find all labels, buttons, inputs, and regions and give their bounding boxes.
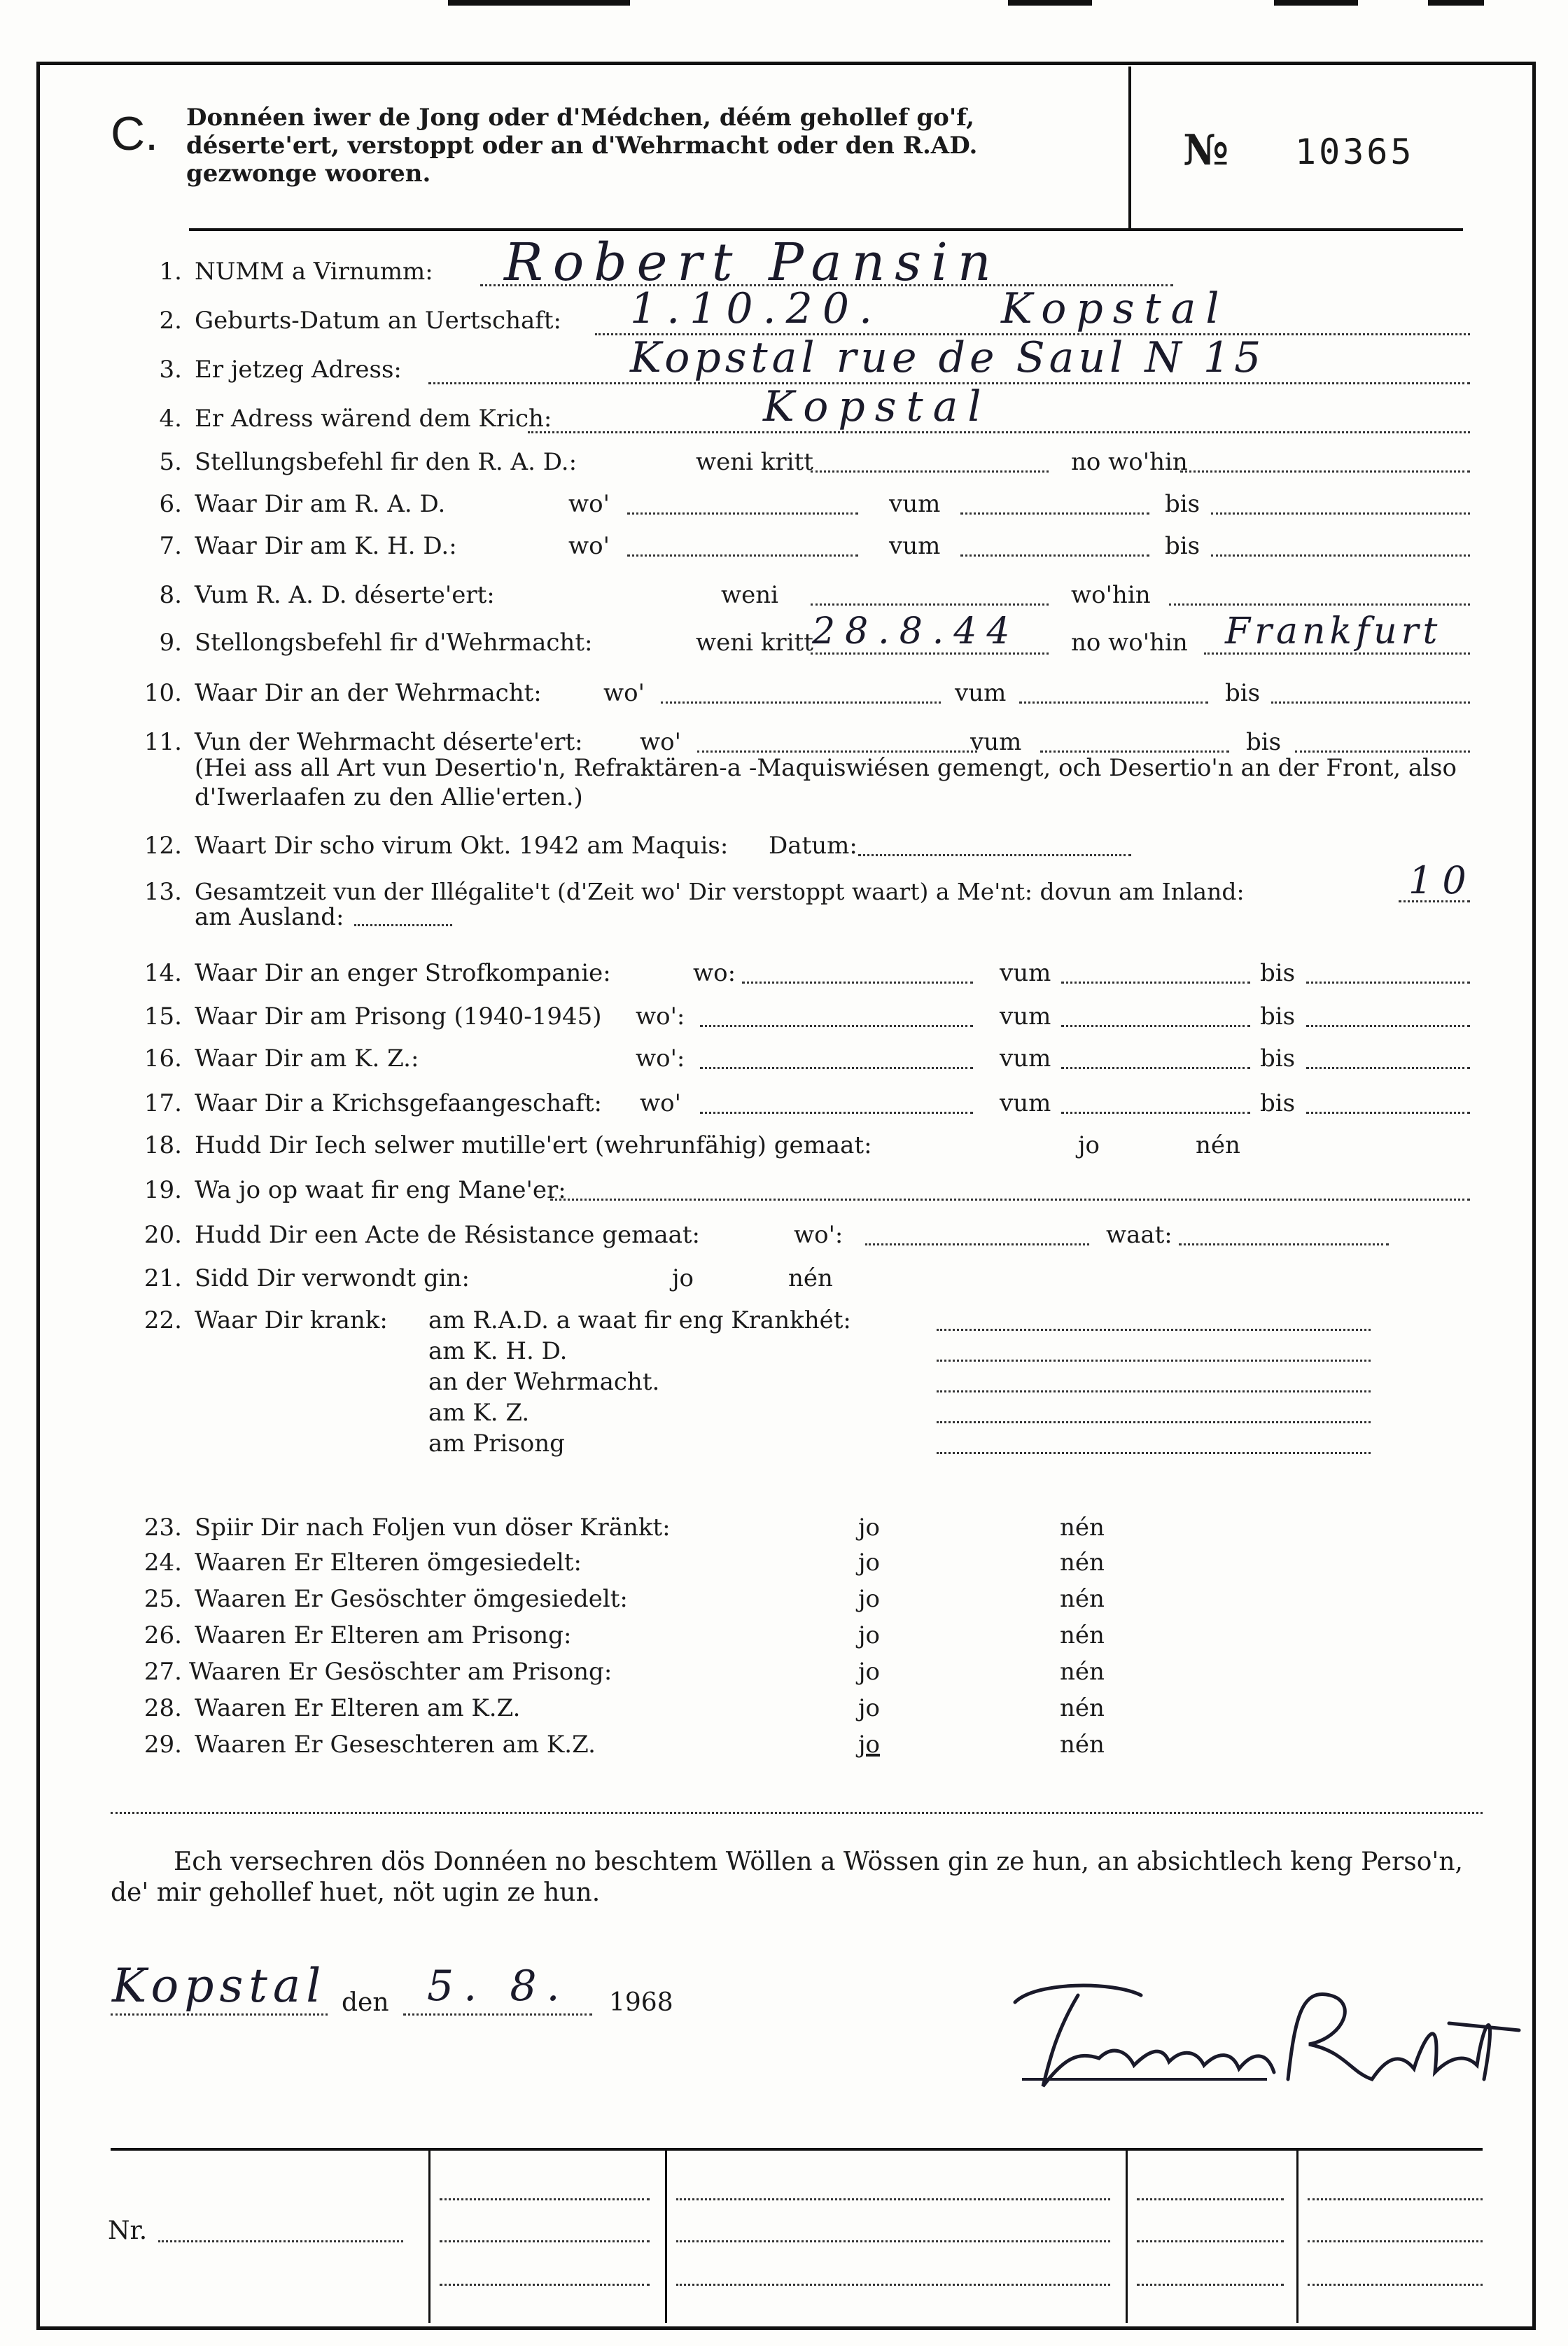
question-label: Waaren Er Elteren ömgesiedelt: <box>195 1549 582 1577</box>
answer-line[interactable] <box>865 1243 1089 1245</box>
question-row <box>112 1658 1484 1693</box>
footer-field[interactable] <box>1308 2284 1483 2286</box>
yes-option[interactable]: jo <box>858 1621 881 1649</box>
question-row <box>112 1089 1484 1124</box>
question-label: Waar Dir am K. H. D.: <box>195 532 457 560</box>
question-row <box>112 1731 1484 1766</box>
handwritten-place: Kopstal <box>112 1959 327 2013</box>
question-label: Waart Dir scho virum Okt. 1942 am Maquis: <box>195 832 729 860</box>
question-row <box>112 1621 1484 1656</box>
handwritten-answer: Robert Pansin <box>504 232 1001 293</box>
question-label: Waaren Er Gesöschter ömgesiedelt: <box>195 1585 628 1613</box>
question-label: Waar Dir am K. Z.: <box>195 1045 419 1073</box>
question-number: 4. <box>159 405 182 433</box>
header-divider <box>1128 67 1131 230</box>
answer-line[interactable] <box>811 603 1049 606</box>
question-label: Geburts-Datum an Uertschaft: <box>195 307 561 335</box>
field-label: waat: <box>1106 1221 1172 1249</box>
nr-line[interactable] <box>158 2240 403 2242</box>
field-label: wo' <box>603 679 645 707</box>
field-label: vum <box>889 490 941 518</box>
handwritten-answer: Kopstal rue de Saul N 15 <box>630 333 1266 382</box>
footer-field[interactable] <box>676 2198 1110 2200</box>
footer-field[interactable] <box>1137 2284 1284 2286</box>
answer-line[interactable] <box>1169 603 1470 606</box>
date-line[interactable] <box>403 2013 592 2016</box>
question-label: Gesamtzeit vun der Illégalite't (d'Zeit wo' Dir verstoppt waart) a Me'nt: dovun am Inland: <box>195 878 1245 905</box>
field-label: wo': <box>794 1221 844 1249</box>
question-number: 8. <box>159 581 182 609</box>
question-label: Stellongsbefehl fir d'Wehrmacht: <box>195 629 593 657</box>
question-number: 13. <box>144 878 182 906</box>
question-row <box>112 610 1484 664</box>
field-label: bis <box>1260 1089 1296 1117</box>
question-label: Stellungsbefehl fir den R. A. D.: <box>195 448 578 476</box>
question-row <box>112 858 1484 931</box>
answer-line[interactable] <box>960 554 1149 557</box>
field-label: bis <box>1225 679 1261 707</box>
field-label: vum <box>889 532 941 560</box>
question-label: Waar Dir am Prisong (1940-1945) <box>195 1003 602 1031</box>
question-label: Vum R. A. D. déserte'ert: <box>195 581 495 609</box>
signature-text: Tomom Robert <box>994 1964 1078 1977</box>
question-label: Waaren Er Elteren am Prisong: <box>195 1621 572 1649</box>
answer-line[interactable] <box>550 1199 1470 1201</box>
handwritten-date: 28.8.44 <box>812 610 1020 652</box>
desertion-note: (Hei ass all Art vun Desertio'n, Refraktären-a -Maquiswiésen gemengt, och Desertio'n an der Front, also d'Iwerlaafen zu den Allie'erten.) <box>195 754 1457 811</box>
question-number: 1. <box>159 258 182 286</box>
question-label: Hudd Dir Iech selwer mutille'ert (wehrunfähig) gemaat: <box>195 1131 872 1159</box>
footer-field[interactable] <box>440 2198 650 2200</box>
no-option[interactable]: nén <box>1060 1621 1105 1649</box>
number-sign: № <box>1183 126 1229 175</box>
declaration-text: Ech versechren dös Donnéen no beschtem Wöllen a Wössen gin ze hun, an absichtlech keng Perso'n, de' mir gehollef huet, nöt ugin ze hun. <box>111 1848 1463 1907</box>
question-number: 28. <box>144 1694 182 1722</box>
question-label: Hudd Dir een Acte de Résistance gemaat: <box>195 1221 700 1249</box>
field-label: wo' <box>640 728 681 756</box>
answer-line[interactable] <box>1211 554 1470 557</box>
question-number: 9. <box>159 629 182 657</box>
question-label: Waar Dir krank: <box>195 1306 388 1334</box>
question-label: Waar Dir am R. A. D. <box>195 490 446 518</box>
question-row <box>112 832 1484 867</box>
form-title: Donnéen iwer de Jong oder d'Médchen, déém gehollef go'f, déserte'ert, verstoppt oder an d'Wehrmacht oder den R.AD. gezwonge wooren. <box>186 104 978 188</box>
field-label: wo: <box>693 959 736 987</box>
field-label: vum <box>1000 1003 1051 1031</box>
yes-option-marked[interactable]: jo <box>858 1731 881 1759</box>
no-option[interactable]: nén <box>1060 1658 1105 1686</box>
no-option[interactable]: nén <box>1060 1694 1105 1722</box>
question-label: Wa jo op waat fir eng Mane'er: <box>195 1176 566 1204</box>
question-number: 23. <box>144 1514 182 1542</box>
question-number: 18. <box>144 1131 182 1159</box>
answer-line[interactable] <box>1061 1112 1250 1114</box>
footer-field[interactable] <box>676 2284 1110 2286</box>
question-number: 27. <box>144 1658 182 1686</box>
footer-field[interactable] <box>440 2284 650 2286</box>
answer-line[interactable] <box>627 512 858 515</box>
no-option[interactable]: nén <box>1060 1585 1105 1613</box>
question-number: 22. <box>144 1306 182 1334</box>
footer-field[interactable] <box>1308 2240 1483 2242</box>
yes-option[interactable]: jo <box>858 1585 881 1613</box>
footer-field[interactable] <box>1308 2198 1483 2200</box>
field-label: no wo'hin <box>1071 448 1188 476</box>
answer-line[interactable] <box>937 1452 1371 1454</box>
question-row <box>112 1514 1484 1549</box>
field-label: bis <box>1165 532 1200 560</box>
question-label: Waaren Er Geseschteren am K.Z. <box>195 1731 596 1759</box>
question-number: 24. <box>144 1549 182 1577</box>
answer-line[interactable] <box>354 924 452 926</box>
top-edge-mark <box>1428 0 1484 6</box>
question-row <box>112 1131 1484 1166</box>
footer-divider <box>665 2151 667 2323</box>
question-number: 2. <box>159 307 182 335</box>
year-label: 1968 <box>609 1988 673 2017</box>
field-label: bis <box>1260 1045 1296 1073</box>
answer-line[interactable] <box>811 470 1049 473</box>
section-letter: C. <box>111 107 158 160</box>
answer-line[interactable] <box>937 1329 1371 1331</box>
footer-divider <box>1126 2151 1128 2323</box>
answer-line[interactable] <box>811 652 1049 655</box>
nr-label: Nr. <box>108 2216 148 2245</box>
handwritten-date: 5. 8. <box>427 1962 570 2011</box>
answer-line[interactable] <box>627 554 858 557</box>
answer-line[interactable] <box>1306 1067 1470 1069</box>
field-label: vum <box>1000 959 1051 987</box>
question-row <box>112 1003 1484 1038</box>
footer-divider <box>1296 2151 1298 2323</box>
answer-line[interactable] <box>1204 652 1470 655</box>
question-number: 25. <box>144 1585 182 1613</box>
field-label: bis <box>1165 490 1200 518</box>
question-number: 11. <box>144 728 182 756</box>
yes-option[interactable]: jo <box>858 1694 881 1722</box>
yes-option[interactable]: jo <box>858 1658 881 1686</box>
question-number: 6. <box>159 490 182 518</box>
field-label: weni kritt <box>696 448 813 476</box>
field-label: am Ausland: <box>195 903 344 931</box>
no-option[interactable]: nén <box>1060 1549 1105 1577</box>
illness-location: am R.A.D. a waat fir eng Krankhét: <box>428 1306 851 1334</box>
question-row <box>112 959 1484 994</box>
handwritten-date: 1.10.20. <box>630 284 883 333</box>
field-label: Datum: <box>769 832 858 860</box>
header-rule <box>189 228 1463 231</box>
field-label: bis <box>1260 959 1296 987</box>
field-label: bis <box>1246 728 1282 756</box>
answer-line[interactable] <box>1306 982 1470 984</box>
illness-location: am Prisong <box>428 1430 565 1458</box>
question-number: 10. <box>144 679 182 707</box>
yes-option[interactable]: jo <box>1078 1131 1100 1159</box>
field-label: bis <box>1260 1003 1296 1031</box>
question-number: 20. <box>144 1221 182 1249</box>
question-row <box>112 679 1484 714</box>
handwritten-answer: Kopstal <box>763 382 991 431</box>
field-label: vum <box>970 728 1022 756</box>
yes-option[interactable]: jo <box>672 1264 694 1292</box>
question-number: 12. <box>144 832 182 860</box>
question-number: 7. <box>159 532 182 560</box>
top-edge-mark <box>1274 0 1358 6</box>
footer-rule <box>111 2148 1483 2151</box>
question-number: 29. <box>144 1731 182 1759</box>
answer-line[interactable] <box>661 701 941 704</box>
field-label: wo' <box>568 490 610 518</box>
question-number: 26. <box>144 1621 182 1649</box>
question-number: 19. <box>144 1176 182 1204</box>
question-row <box>112 448 1484 483</box>
answer-line[interactable] <box>1019 701 1208 704</box>
yes-option[interactable]: jo <box>858 1514 881 1542</box>
question-row <box>112 1045 1484 1080</box>
signature-image <box>994 1964 1526 2100</box>
footer-field[interactable] <box>1137 2240 1284 2242</box>
question-number: 15. <box>144 1003 182 1031</box>
question-row <box>112 490 1484 525</box>
field-label: wo'hin <box>1071 581 1151 609</box>
question-row <box>112 382 1484 440</box>
question-row <box>112 1221 1484 1256</box>
field-label: weni <box>721 581 778 609</box>
illness-location: am K. Z. <box>428 1399 530 1427</box>
den-label: den <box>342 1988 389 2017</box>
question-number: 17. <box>144 1089 182 1117</box>
section-divider <box>111 1812 1483 1814</box>
answer-line[interactable] <box>937 1421 1371 1423</box>
field-label: vum <box>955 679 1007 707</box>
question-label: Waar Dir a Krichsgefaangeschaft: <box>195 1089 602 1117</box>
question-row <box>112 1694 1484 1729</box>
footer-field[interactable] <box>676 2240 1110 2242</box>
no-option[interactable]: nén <box>1060 1514 1105 1542</box>
field-label: wo' <box>640 1089 681 1117</box>
answer-line[interactable] <box>700 1025 973 1027</box>
question-number: 16. <box>144 1045 182 1073</box>
question-row <box>112 1176 1484 1211</box>
question-label: NUMM a Virnumm: <box>195 258 433 286</box>
question-row <box>112 1585 1484 1620</box>
question-row <box>112 1549 1484 1584</box>
field-label: wo': <box>636 1003 685 1031</box>
answer-line[interactable] <box>1061 1025 1250 1027</box>
answer-line[interactable] <box>1295 750 1470 753</box>
answer-line[interactable] <box>742 982 973 984</box>
question-label: Er jetzeg Adress: <box>195 356 402 384</box>
illness-location: an der Wehrmacht. <box>428 1368 660 1396</box>
question-number: 21. <box>144 1264 182 1292</box>
answer-line[interactable] <box>937 1360 1371 1362</box>
no-option[interactable]: nén <box>788 1264 833 1292</box>
illness-location: am K. H. D. <box>428 1337 568 1365</box>
question-label: Er Adress wärend dem Krich: <box>195 405 552 433</box>
answer-line[interactable] <box>1271 701 1470 704</box>
answer-line[interactable] <box>1211 512 1470 515</box>
answer-line[interactable] <box>1180 470 1470 473</box>
question-row <box>112 532 1484 567</box>
top-edge-mark <box>448 0 630 6</box>
field-label: no wo'hin <box>1071 629 1188 657</box>
question-label: Waar Dir an der Wehrmacht: <box>195 679 542 707</box>
handwritten-months: 10 <box>1408 858 1476 902</box>
question-label: Sidd Dir verwondt gin: <box>195 1264 470 1292</box>
no-option[interactable]: nén <box>1060 1731 1105 1759</box>
question-number: 5. <box>159 448 182 476</box>
question-label: Vun der Wehrmacht déserte'ert: <box>195 728 583 756</box>
answer-line[interactable] <box>700 1067 973 1069</box>
footer-field[interactable] <box>440 2240 650 2242</box>
footer-field[interactable] <box>1137 2198 1284 2200</box>
answer-line[interactable] <box>528 431 1470 433</box>
handwritten-destination: Frankfurt <box>1225 610 1442 652</box>
answer-line[interactable] <box>1179 1243 1389 1245</box>
question-number: 3. <box>159 356 182 384</box>
question-number: 14. <box>144 959 182 987</box>
answer-line[interactable] <box>1306 1112 1470 1114</box>
question-label: Spiir Dir nach Foljen vun döser Kränkt: <box>195 1514 671 1542</box>
field-label: wo': <box>636 1045 685 1073</box>
answer-line[interactable] <box>1040 750 1229 753</box>
field-label: wo' <box>568 532 610 560</box>
question-row <box>112 1264 1484 1299</box>
question-row <box>112 1306 1484 1458</box>
handwritten-place: Kopstal <box>1001 284 1229 333</box>
yes-option[interactable]: jo <box>858 1549 881 1577</box>
question-label: Waar Dir an enger Strofkompanie: <box>195 959 611 987</box>
top-edge-mark <box>1008 0 1092 6</box>
answer-line[interactable] <box>1306 1025 1470 1027</box>
field-label: weni kritt <box>696 629 813 657</box>
answer-line[interactable] <box>858 854 1131 856</box>
field-label: vum <box>1000 1089 1051 1117</box>
answer-line[interactable] <box>697 750 977 753</box>
answer-line[interactable] <box>1061 1067 1250 1069</box>
answer-line[interactable] <box>700 1112 973 1114</box>
question-label: Waaren Er Gesöschter am Prisong: <box>189 1658 612 1686</box>
field-label: vum <box>1000 1045 1051 1073</box>
form-number: 10365 <box>1295 132 1415 172</box>
question-label: Waaren Er Elteren am K.Z. <box>195 1694 521 1722</box>
answer-line[interactable] <box>937 1390 1371 1392</box>
answer-line[interactable] <box>1061 982 1250 984</box>
footer-divider <box>428 2151 430 2323</box>
place-line[interactable] <box>111 2013 328 2016</box>
answer-line[interactable] <box>960 512 1149 515</box>
no-option[interactable]: nén <box>1196 1131 1240 1159</box>
